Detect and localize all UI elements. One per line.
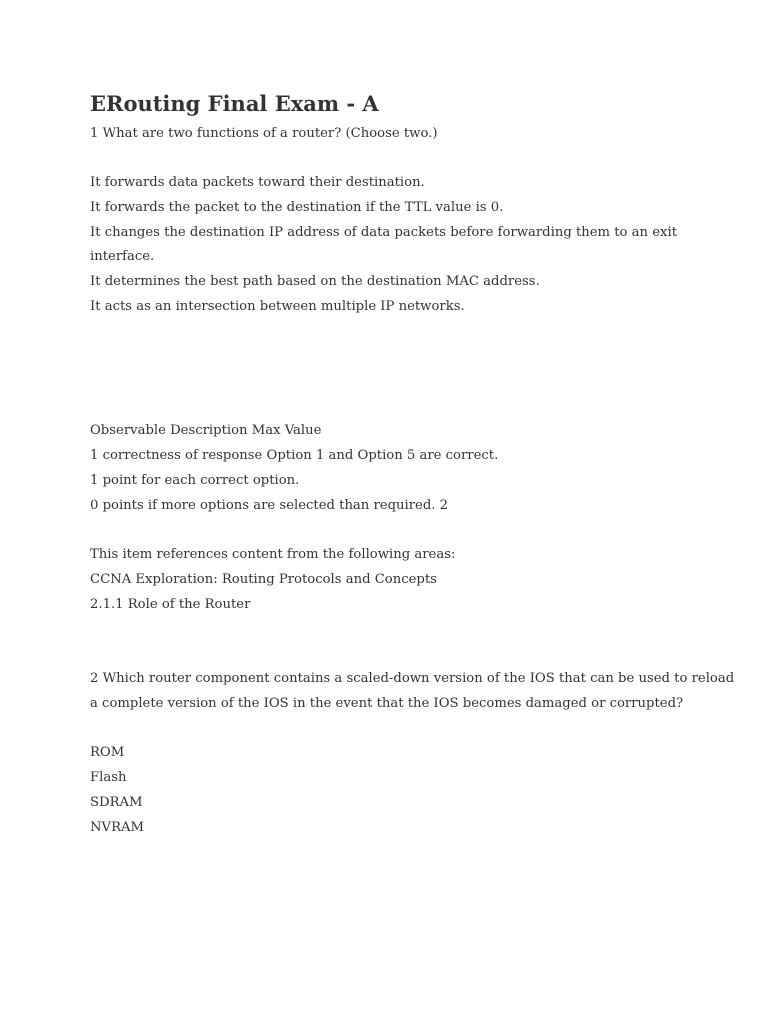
question-1-option: It determines the best path based on the destination MAC address. [90, 274, 540, 289]
reference-course: CCNA Exploration: Routing Protocols and Concepts [90, 572, 437, 587]
scoring-line: 1 correctness of response Option 1 and Option 5 are correct. [90, 448, 499, 463]
question-1-option: It changes the destination IP address of data packets before forwarding them to an exit [90, 225, 677, 240]
question-2-prompt-continuation: a complete version of the IOS in the event that the IOS becomes damaged or corrupted? [90, 696, 684, 711]
scoring-line: 1 point for each correct option. [90, 473, 300, 488]
question-1-option: It forwards data packets toward their destination. [90, 175, 425, 190]
reference-intro: This item references content from the following areas: [90, 547, 456, 562]
scoring-line: 0 points if more options are selected than required. 2 [90, 498, 449, 513]
document-title: ERouting Final Exam - A [90, 91, 379, 116]
question-2-option: SDRAM [90, 795, 143, 810]
question-1-option-continuation: interface. [90, 249, 155, 264]
question-2-option: ROM [90, 745, 125, 760]
question-2-prompt: 2 Which router component contains a scaled-down version of the IOS that can be used to reload [90, 671, 735, 686]
question-1-option: It forwards the packet to the destination if the TTL value is 0. [90, 200, 504, 215]
reference-section: 2.1.1 Role of the Router [90, 597, 251, 612]
scoring-header: Observable Description Max Value [90, 423, 322, 438]
question-2-option: NVRAM [90, 820, 145, 835]
question-1-option: It acts as an intersection between multiple IP networks. [90, 299, 465, 314]
question-1-prompt: 1 What are two functions of a router? (Choose two.) [90, 126, 438, 141]
question-2-option: Flash [90, 770, 127, 785]
